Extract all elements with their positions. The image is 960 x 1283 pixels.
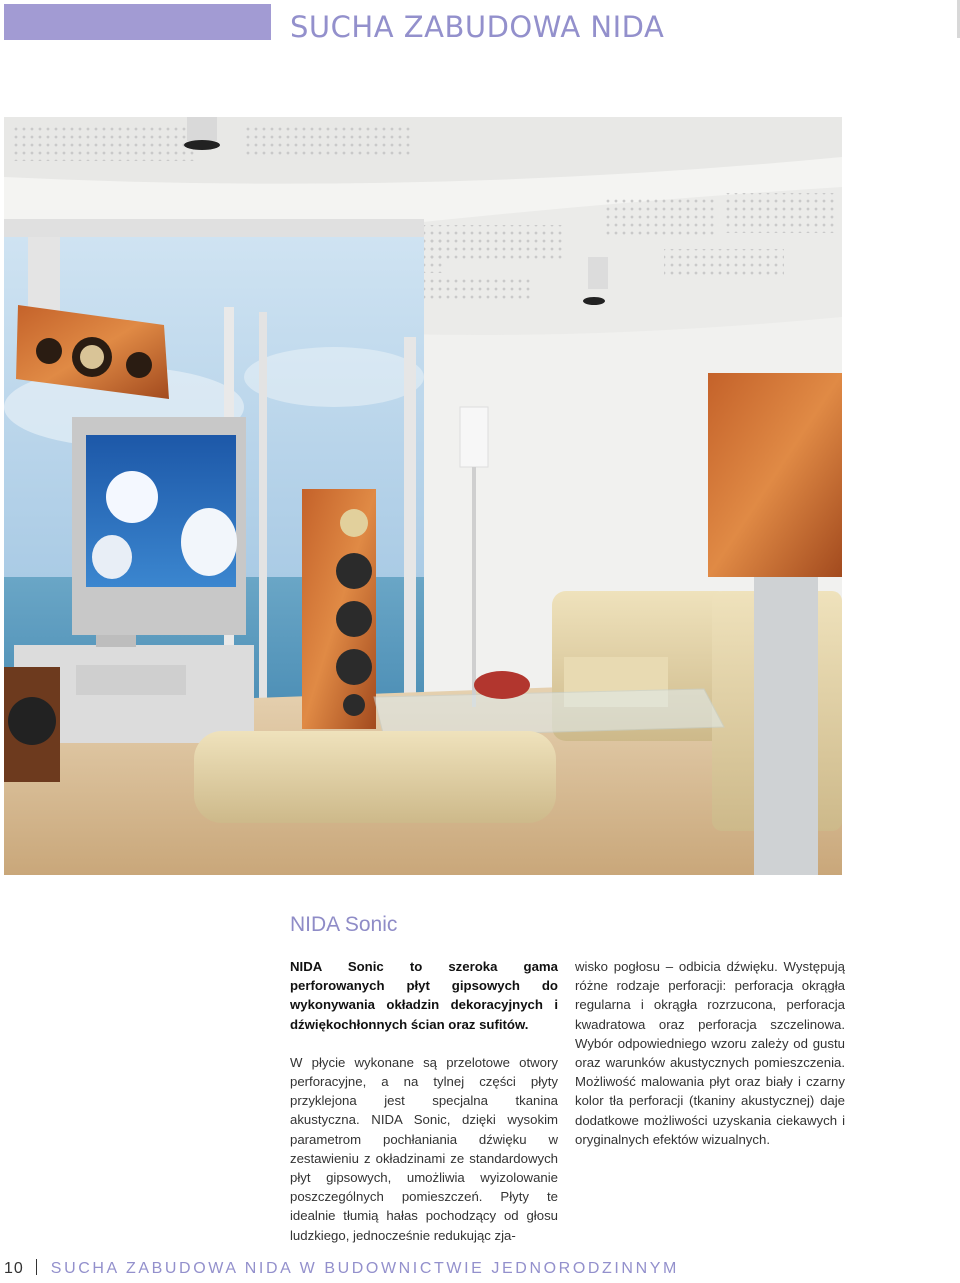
body-paragraph-left: W płycie wykonane są przelotowe otwory perforacyjne, a na tylnej części płyty przyklejona jest specjalna tkanina akustyczna. NIDA Sonic, dzięki wysokim parametrom pochłaniania dźwięku w zestawieniu z okładzinami ze standardowych płyt gipsowych, umożliwia wyizolowanie poszczególnych pomieszczeń. Płyty te idealnie tłumią hałas pochodzący od głosu ludzkiego, jednocześnie redukując zja-: [290, 1054, 558, 1243]
interior-photo-icon: [4, 117, 842, 875]
page-footer: [4, 1259, 679, 1278]
text-column-left: [290, 957, 558, 1245]
text-column-right: [575, 957, 845, 1149]
page-number: 10: [4, 1260, 24, 1277]
interior-photo: [4, 117, 842, 875]
lead-paragraph: NIDA Sonic to szeroka gama perforowanych płyt gipsowych do wykonywania okładzin dekoracyjnych i dźwiękochłonnych ścian oraz sufitów.: [290, 959, 558, 1032]
body-paragraph-right: wisko pogłosu – odbicia dźwięku. Występują różne rodzaje perforacji: perforacja okrągła regularna i okrągła rozrzucona, perforacja kwadratowa oraz perforacja szczelinowa. Wybór odpowiedniego wzoru zależy od gustu oraz warunków akustycznych pomieszczenia. Możliwość malowania płyt oraz biały i czarny kolor tła perforacji (tkaniny akustycznej) daje dodatkowe możliwości uzyskania ciekawych i oryginalnych efektów wizualnych.: [575, 959, 845, 1147]
section-title: NIDA Sonic: [290, 913, 398, 936]
header-bar: [4, 4, 271, 40]
page-title: SUCHA ZABUDOWA NIDA: [290, 10, 665, 44]
footer-divider: [36, 1259, 37, 1275]
running-title: SUCHA ZABUDOWA NIDA W BUDOWNICTWIE JEDNORODZINNYM: [50, 1260, 679, 1277]
